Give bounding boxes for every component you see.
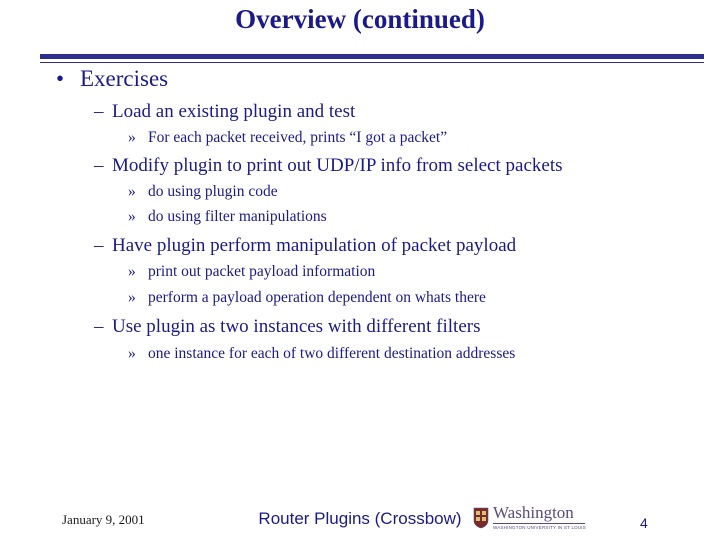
sub-sub-bullet: [128, 289, 486, 307]
slide-title: Overview (continued): [235, 4, 485, 34]
chevron-marker: »: [128, 289, 136, 306]
sub-bullet: [94, 235, 516, 257]
bullet-text: Exercises: [80, 66, 169, 91]
sub-bullet: [94, 101, 355, 123]
sub-sub-bullet-text: do using plugin code: [148, 183, 278, 200]
dash-marker: –: [94, 316, 104, 337]
sub-bullet: [94, 316, 481, 338]
university-seal-icon: [473, 507, 489, 529]
sub-bullet: [94, 155, 563, 177]
dash-marker: –: [94, 101, 104, 122]
sub-sub-bullet: [128, 345, 515, 363]
sub-sub-bullet: [128, 129, 447, 147]
sub-sub-bullet: [128, 263, 375, 281]
sub-sub-bullet: [128, 183, 278, 201]
chevron-marker: »: [128, 345, 136, 362]
sub-bullet-text: Load an existing plugin and test: [112, 101, 356, 122]
logo-subtext: WASHINGTON UNIVERSITY IN ST LOUIS: [493, 525, 586, 530]
sub-sub-bullet-text: For each packet received, prints “I got a packet”: [148, 129, 448, 146]
dash-marker: –: [94, 155, 104, 176]
footer-date: January 9, 2001: [62, 512, 145, 527]
footer-title: Router Plugins (Crossbow): [258, 509, 462, 528]
sub-sub-bullet-text: print out packet payload information: [148, 263, 376, 280]
sub-sub-bullet: [128, 208, 327, 226]
bullet-marker: •: [56, 66, 65, 91]
university-logo: [473, 503, 587, 532]
sub-bullet-text: Use plugin as two instances with different filters: [112, 316, 481, 337]
bullet-exercises: [56, 66, 168, 92]
dash-marker: –: [94, 235, 104, 256]
chevron-marker: »: [128, 208, 136, 225]
title-rule-thin: [40, 62, 704, 63]
page-number: 4: [640, 515, 648, 531]
chevron-marker: »: [128, 263, 136, 280]
sub-sub-bullet-text: do using filter manipulations: [148, 208, 327, 225]
logo-divider: [493, 523, 585, 524]
chevron-marker: »: [128, 183, 136, 200]
sub-bullet-text: Have plugin perform manipulation of packet payload: [112, 235, 517, 256]
chevron-marker: »: [128, 129, 136, 146]
sub-sub-bullet-text: perform a payload operation dependent on whats there: [148, 289, 486, 306]
title-rule-thick: [40, 54, 704, 59]
logo-wordmark: Washington: [493, 503, 574, 522]
sub-bullet-text: Modify plugin to print out UDP/IP info from select packets: [112, 155, 563, 176]
sub-sub-bullet-text: one instance for each of two different destination addresses: [148, 345, 516, 362]
